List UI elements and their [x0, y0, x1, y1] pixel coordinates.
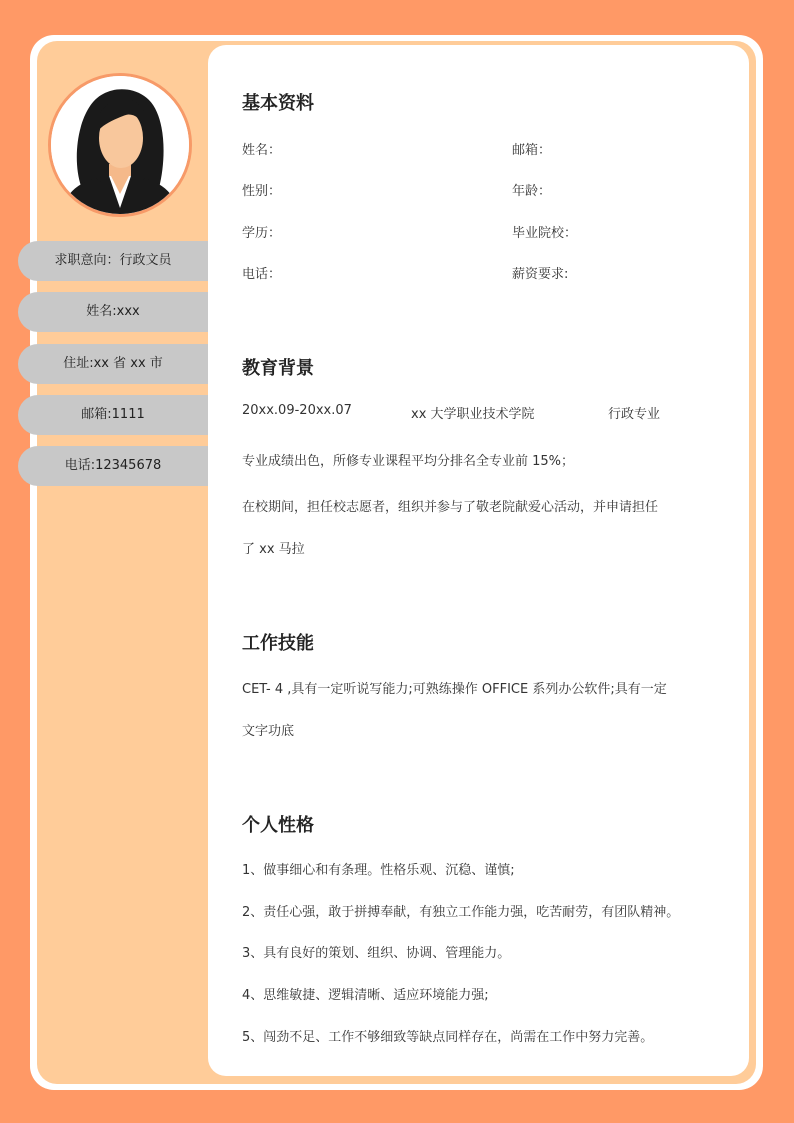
avatar [48, 73, 192, 217]
education-line: 专业成绩出色，所修专业课程平均分排名全专业前 15%； [242, 454, 575, 469]
personality-item: 1、做事细心和有条理。性格乐观、沉稳、谨慎; [242, 863, 515, 878]
field-phone: 电话： [242, 267, 282, 282]
sidebar-item-address: 住址:xx 省 xx 市 [18, 344, 208, 384]
education-line: 了 xx 马拉 [242, 542, 305, 557]
education-major: 行政专业 [608, 407, 661, 422]
education-period: 20xx.09-20xx.07 [242, 403, 352, 418]
field-name: 姓名： [242, 143, 282, 158]
skills-line: CET- 4 ,具有一定听说写能力;可熟练操作 OFFICE 系列办公软件;具有一定 [242, 682, 667, 697]
section-title-skills: 工作技能 [242, 633, 314, 654]
personality-item: 2、责任心强，敢于拼搏奉献，有独立工作能力强，吃苦耐劳，有团队精神。 [242, 905, 680, 920]
field-school: 毕业院校： [512, 226, 578, 241]
personality-item: 5、闯劲不足、工作不够细致等缺点同样存在，尚需在工作中努力完善。 [242, 1030, 654, 1045]
personality-item: 3、具有良好的策划、组织、协调、管理能力。 [242, 946, 511, 961]
education-school: xx 大学职业技术学院 [411, 407, 535, 422]
sidebar-item-email: 邮箱:1111 [18, 395, 208, 435]
skills-line: 文字功底 [242, 724, 295, 739]
field-salary: 薪资要求: [512, 267, 569, 282]
person-silhouette-icon [51, 76, 189, 214]
sidebar-item-name: 姓名:xxx [18, 292, 208, 332]
personality-item: 4、思维敏捷、逻辑清晰、适应环境能力强; [242, 988, 489, 1003]
section-title-education: 教育背景 [242, 358, 314, 379]
section-title-personality: 个人性格 [242, 815, 314, 836]
content-panel [208, 45, 749, 1076]
field-age: 年龄： [512, 184, 552, 199]
field-gender: 性别： [242, 184, 282, 199]
section-title-basic: 基本资料 [242, 93, 314, 114]
sidebar-item-phone: 电话:12345678 [18, 446, 208, 486]
education-line: 在校期间，担任校志愿者，组织并参与了敬老院献爱心活动，并申请担任 [242, 500, 659, 515]
field-email: 邮箱： [512, 143, 552, 158]
field-education: 学历： [242, 226, 282, 241]
sidebar-item-job-intention: 求职意向：行政文员 [18, 241, 208, 281]
